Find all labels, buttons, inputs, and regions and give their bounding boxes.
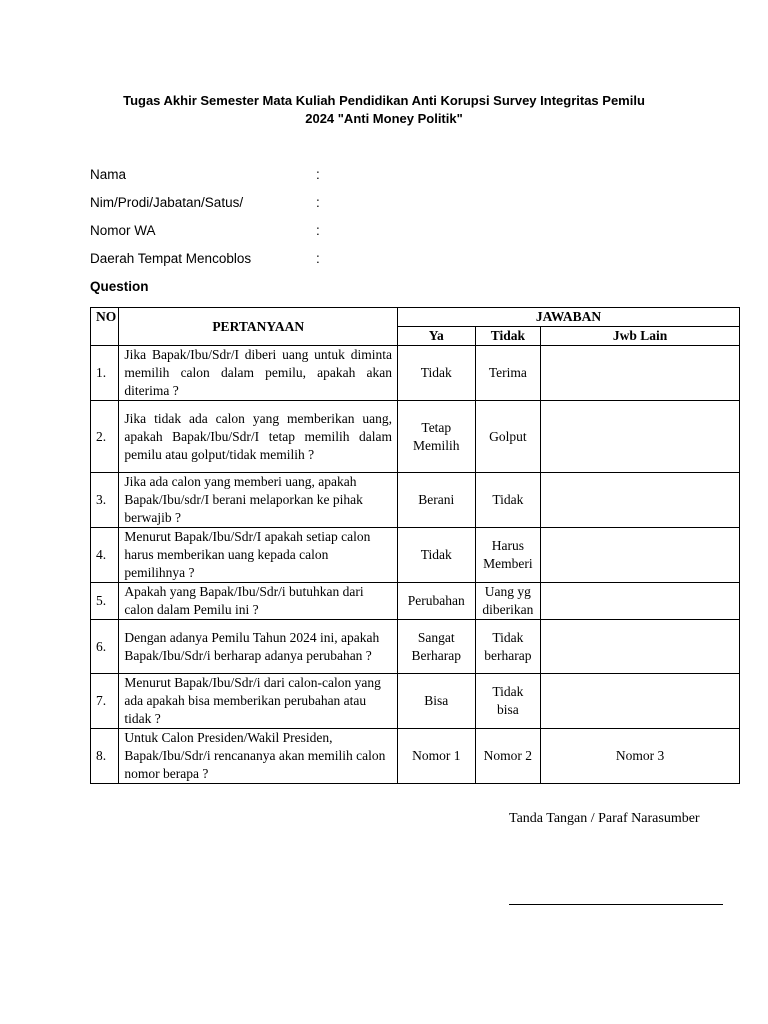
info-colon: : — [316, 223, 320, 238]
answer-ya: Tetap Memilih — [398, 401, 476, 473]
answer-ya: Tidak — [398, 528, 476, 583]
table-row — [91, 346, 740, 401]
row-number: 2. — [91, 401, 119, 473]
table-row — [91, 401, 740, 473]
header-ya: Ya — [398, 327, 476, 346]
question-text: Jika tidak ada calon yang memberikan uang, apakah Bapak/Ibu/Sdr/I tetap memilih dalam pemilu atau golput/tidak memilih ? — [119, 401, 398, 473]
question-text: Menurut Bapak/Ibu/Sdr/i dari calon-calon yang ada apakah bisa memberikan perubahan atau tidak ? — [119, 674, 398, 729]
table-row — [91, 473, 740, 528]
header-tidak: Tidak — [475, 327, 541, 346]
answer-tidak: Tidak bisa — [475, 674, 541, 729]
row-number: 3. — [91, 473, 119, 528]
answer-lain — [541, 528, 740, 583]
row-number: 7. — [91, 674, 119, 729]
question-text: Apakah yang Bapak/Ibu/Sdr/i butuhkan dari calon dalam Pemilu ini ? — [119, 583, 398, 620]
question-text: Jika ada calon yang memberi uang, apakah Bapak/Ibu/sdr/I berani melaporkan ke pihak berwajib ? — [119, 473, 398, 528]
answer-lain — [541, 674, 740, 729]
row-number: 6. — [91, 620, 119, 674]
info-colon: : — [316, 251, 320, 266]
answer-lain: Nomor 3 — [541, 729, 740, 784]
info-colon: : — [316, 195, 320, 210]
answer-tidak: Terima — [475, 346, 541, 401]
answer-ya: Berani — [398, 473, 476, 528]
table-row — [91, 674, 740, 729]
answer-tidak: Nomor 2 — [475, 729, 541, 784]
table-row — [91, 729, 740, 784]
answer-lain — [541, 346, 740, 401]
answer-tidak: Harus Memberi — [475, 528, 541, 583]
table-row — [91, 620, 740, 674]
table-row — [91, 583, 740, 620]
table-row — [91, 528, 740, 583]
info-label: Nama — [90, 167, 127, 182]
answer-ya: Perubahan — [398, 583, 476, 620]
question-text: Dengan adanya Pemilu Tahun 2024 ini, apakah Bapak/Ibu/Sdr/i berharap adanya perubahan ? — [119, 620, 398, 674]
answer-ya: Tidak — [398, 346, 476, 401]
question-text: Jika Bapak/Ibu/Sdr/I diberi uang untuk diminta memilih calon dalam pemilu, apakah akan diterima ? — [119, 346, 398, 401]
answer-tidak: Golput — [475, 401, 541, 473]
header-no: NO — [91, 308, 119, 346]
info-row-nama — [90, 166, 490, 194]
answer-lain — [541, 583, 740, 620]
info-label: Nomor WA — [90, 223, 156, 238]
respondent-info — [90, 166, 490, 278]
info-row-daerah — [90, 250, 490, 278]
info-label: Nim/Prodi/Jabatan/Satus/ — [90, 195, 244, 210]
answer-tidak: Uang yg diberikan — [475, 583, 541, 620]
answer-ya: Bisa — [398, 674, 476, 729]
answer-tidak: Tidak berharap — [475, 620, 541, 674]
row-number: 8. — [91, 729, 119, 784]
signature-line — [509, 904, 723, 905]
answer-ya: Sangat Berharap — [398, 620, 476, 674]
survey-table — [90, 307, 740, 784]
row-number: 1. — [91, 346, 119, 401]
info-colon: : — [316, 167, 320, 182]
header-lain: Jwb Lain — [541, 327, 740, 346]
row-number: 5. — [91, 583, 119, 620]
question-text: Untuk Calon Presiden/Wakil Presiden, Bapak/Ibu/Sdr/i rencananya akan memilih calon nomor berapa ? — [119, 729, 398, 784]
document-title — [90, 92, 678, 128]
info-row-nomor-wa — [90, 222, 490, 250]
title-line-2: 2024 "Anti Money Politik" — [305, 111, 463, 126]
answer-ya: Nomor 1 — [398, 729, 476, 784]
row-number: 4. — [91, 528, 119, 583]
header-answer-group: JAWABAN — [398, 308, 740, 327]
info-row-nim — [90, 194, 490, 222]
signature-label: Tanda Tangan / Paraf Narasumber — [509, 811, 700, 826]
answer-lain — [541, 473, 740, 528]
question-text: Menurut Bapak/Ibu/Sdr/I apakah setiap calon harus memberikan uang kepada calon pemilihnya ? — [119, 528, 398, 583]
section-heading: Question — [90, 279, 149, 294]
title-line-1: Tugas Akhir Semester Mata Kuliah Pendidikan Anti Korupsi Survey Integritas Pemilu — [123, 93, 645, 108]
info-label: Daerah Tempat Mencoblos — [90, 251, 252, 266]
answer-lain — [541, 401, 740, 473]
header-question: PERTANYAAN — [119, 308, 398, 346]
answer-tidak: Tidak — [475, 473, 541, 528]
answer-lain — [541, 620, 740, 674]
